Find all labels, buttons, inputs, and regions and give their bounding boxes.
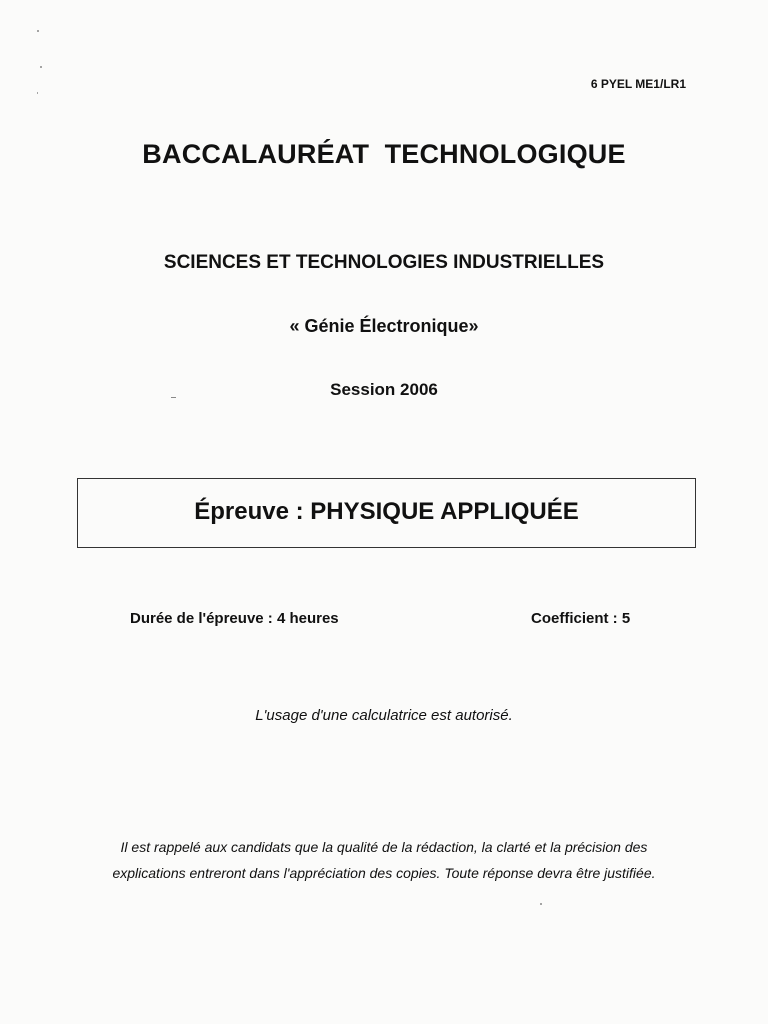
document-reference: 6 PYEL ME1/LR1 — [590, 77, 686, 91]
exam-title-box — [77, 478, 696, 548]
candidate-notice-line-2: explications entreront dans l'appréciation des copies. Toute réponse devra être justifiée. — [112, 865, 656, 881]
scan-speck — [540, 903, 542, 905]
candidate-notice-line-1: Il est rappelé aux candidats que la qualité de la rédaction, la clarté et la précision des — [120, 839, 648, 855]
series-heading: SCIENCES ET TECHNOLOGIES INDUSTRIELLES — [163, 252, 605, 273]
scan-speck — [37, 92, 38, 94]
document-title: BACCALAURÉAT TECHNOLOGIQUE — [142, 139, 626, 169]
scan-speck — [37, 30, 39, 32]
exam-title: Épreuve : PHYSIQUE APPLIQUÉE — [194, 498, 579, 525]
candidate-notice — [0, 834, 768, 886]
speciality-heading: « Génie Électronique» — [289, 316, 479, 336]
exam-coefficient: Coefficient : 5 — [531, 610, 631, 627]
exam-duration: Durée de l'épreuve : 4 heures — [130, 610, 339, 627]
calculator-note: L'usage d'une calculatrice est autorisé. — [255, 707, 513, 724]
scan-speck — [40, 66, 42, 68]
session-heading: Session 2006 — [330, 380, 438, 399]
